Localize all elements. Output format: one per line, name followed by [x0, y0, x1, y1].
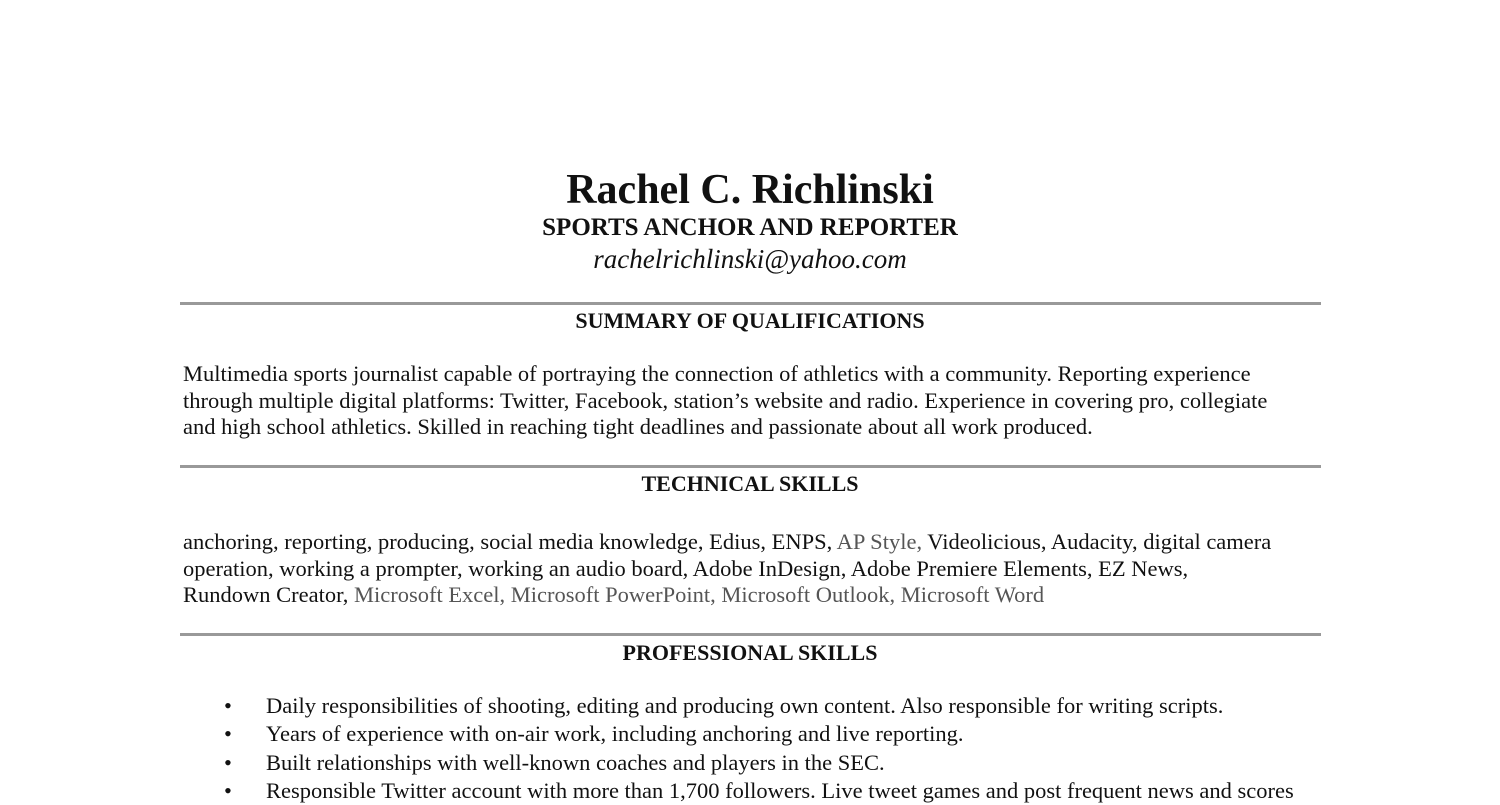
- skills-text: Rundown Creator,: [183, 582, 349, 608]
- list-item-text: Built relationships with well-known coaches and players in the SEC.: [266, 749, 885, 775]
- technical-heading: TECHNICAL SKILLS: [641, 471, 859, 496]
- skills-text-gray: Microsoft Excel, Microsoft PowerPoint, Microsoft Outlook, Microsoft Word: [348, 582, 1045, 608]
- list-item: [220, 749, 1294, 777]
- summary-heading: SUMMARY OF QUALIFICATIONS: [575, 308, 925, 333]
- section-divider: [180, 633, 1321, 636]
- summary-line: Multimedia sports journalist capable of portraying the connection of athletics with a community. Reporting experience: [183, 361, 1251, 386]
- professional-heading: PROFESSIONAL SKILLS: [622, 640, 878, 665]
- bullet-icon: •: [224, 693, 232, 718]
- section-divider: [180, 302, 1321, 305]
- professional-skills-list: [220, 692, 1294, 805]
- email-address: rachelrichlinski@yahoo.com: [593, 244, 907, 274]
- summary-paragraph: [183, 361, 1323, 441]
- skills-text: anchoring, reporting, producing, social media knowledge, Edius, ENPS,: [183, 529, 833, 554]
- list-item: [220, 720, 1294, 748]
- list-item-text: Responsible Twitter account with more than 1,700 followers. Live tweet games and post frequent news and scores: [266, 777, 1294, 803]
- bullet-icon: •: [224, 777, 232, 803]
- list-item: [220, 777, 1294, 805]
- summary-line: through multiple digital platforms: Twitter, Facebook, station’s website and radio. Experience in covering pro, collegiate: [183, 387, 1268, 413]
- list-item: [220, 692, 1294, 720]
- technical-paragraph: [183, 529, 1323, 609]
- bullet-icon: •: [224, 721, 232, 747]
- list-item-text: Years of experience with on-air work, including anchoring and live reporting.: [266, 721, 964, 747]
- skills-text: Videolicious, Audacity, digital camera: [922, 529, 1272, 554]
- candidate-name: Rachel C. Richlinski: [566, 167, 934, 213]
- job-title: SPORTS ANCHOR AND REPORTER: [542, 214, 958, 241]
- bullet-icon: •: [224, 749, 232, 775]
- summary-line: and high school athletics. Skilled in reaching tight deadlines and passionate about all work produced.: [183, 414, 1093, 440]
- skills-text-gray: AP Style,: [832, 529, 923, 554]
- section-divider: [180, 465, 1321, 468]
- list-item-text: Daily responsibilities of shooting, editing and producing own content. Also responsible for writing scripts.: [266, 693, 1224, 718]
- skills-text: operation, working a prompter, working an audio board, Adobe InDesign, Adobe Premiere Elements, EZ News,: [183, 555, 1189, 581]
